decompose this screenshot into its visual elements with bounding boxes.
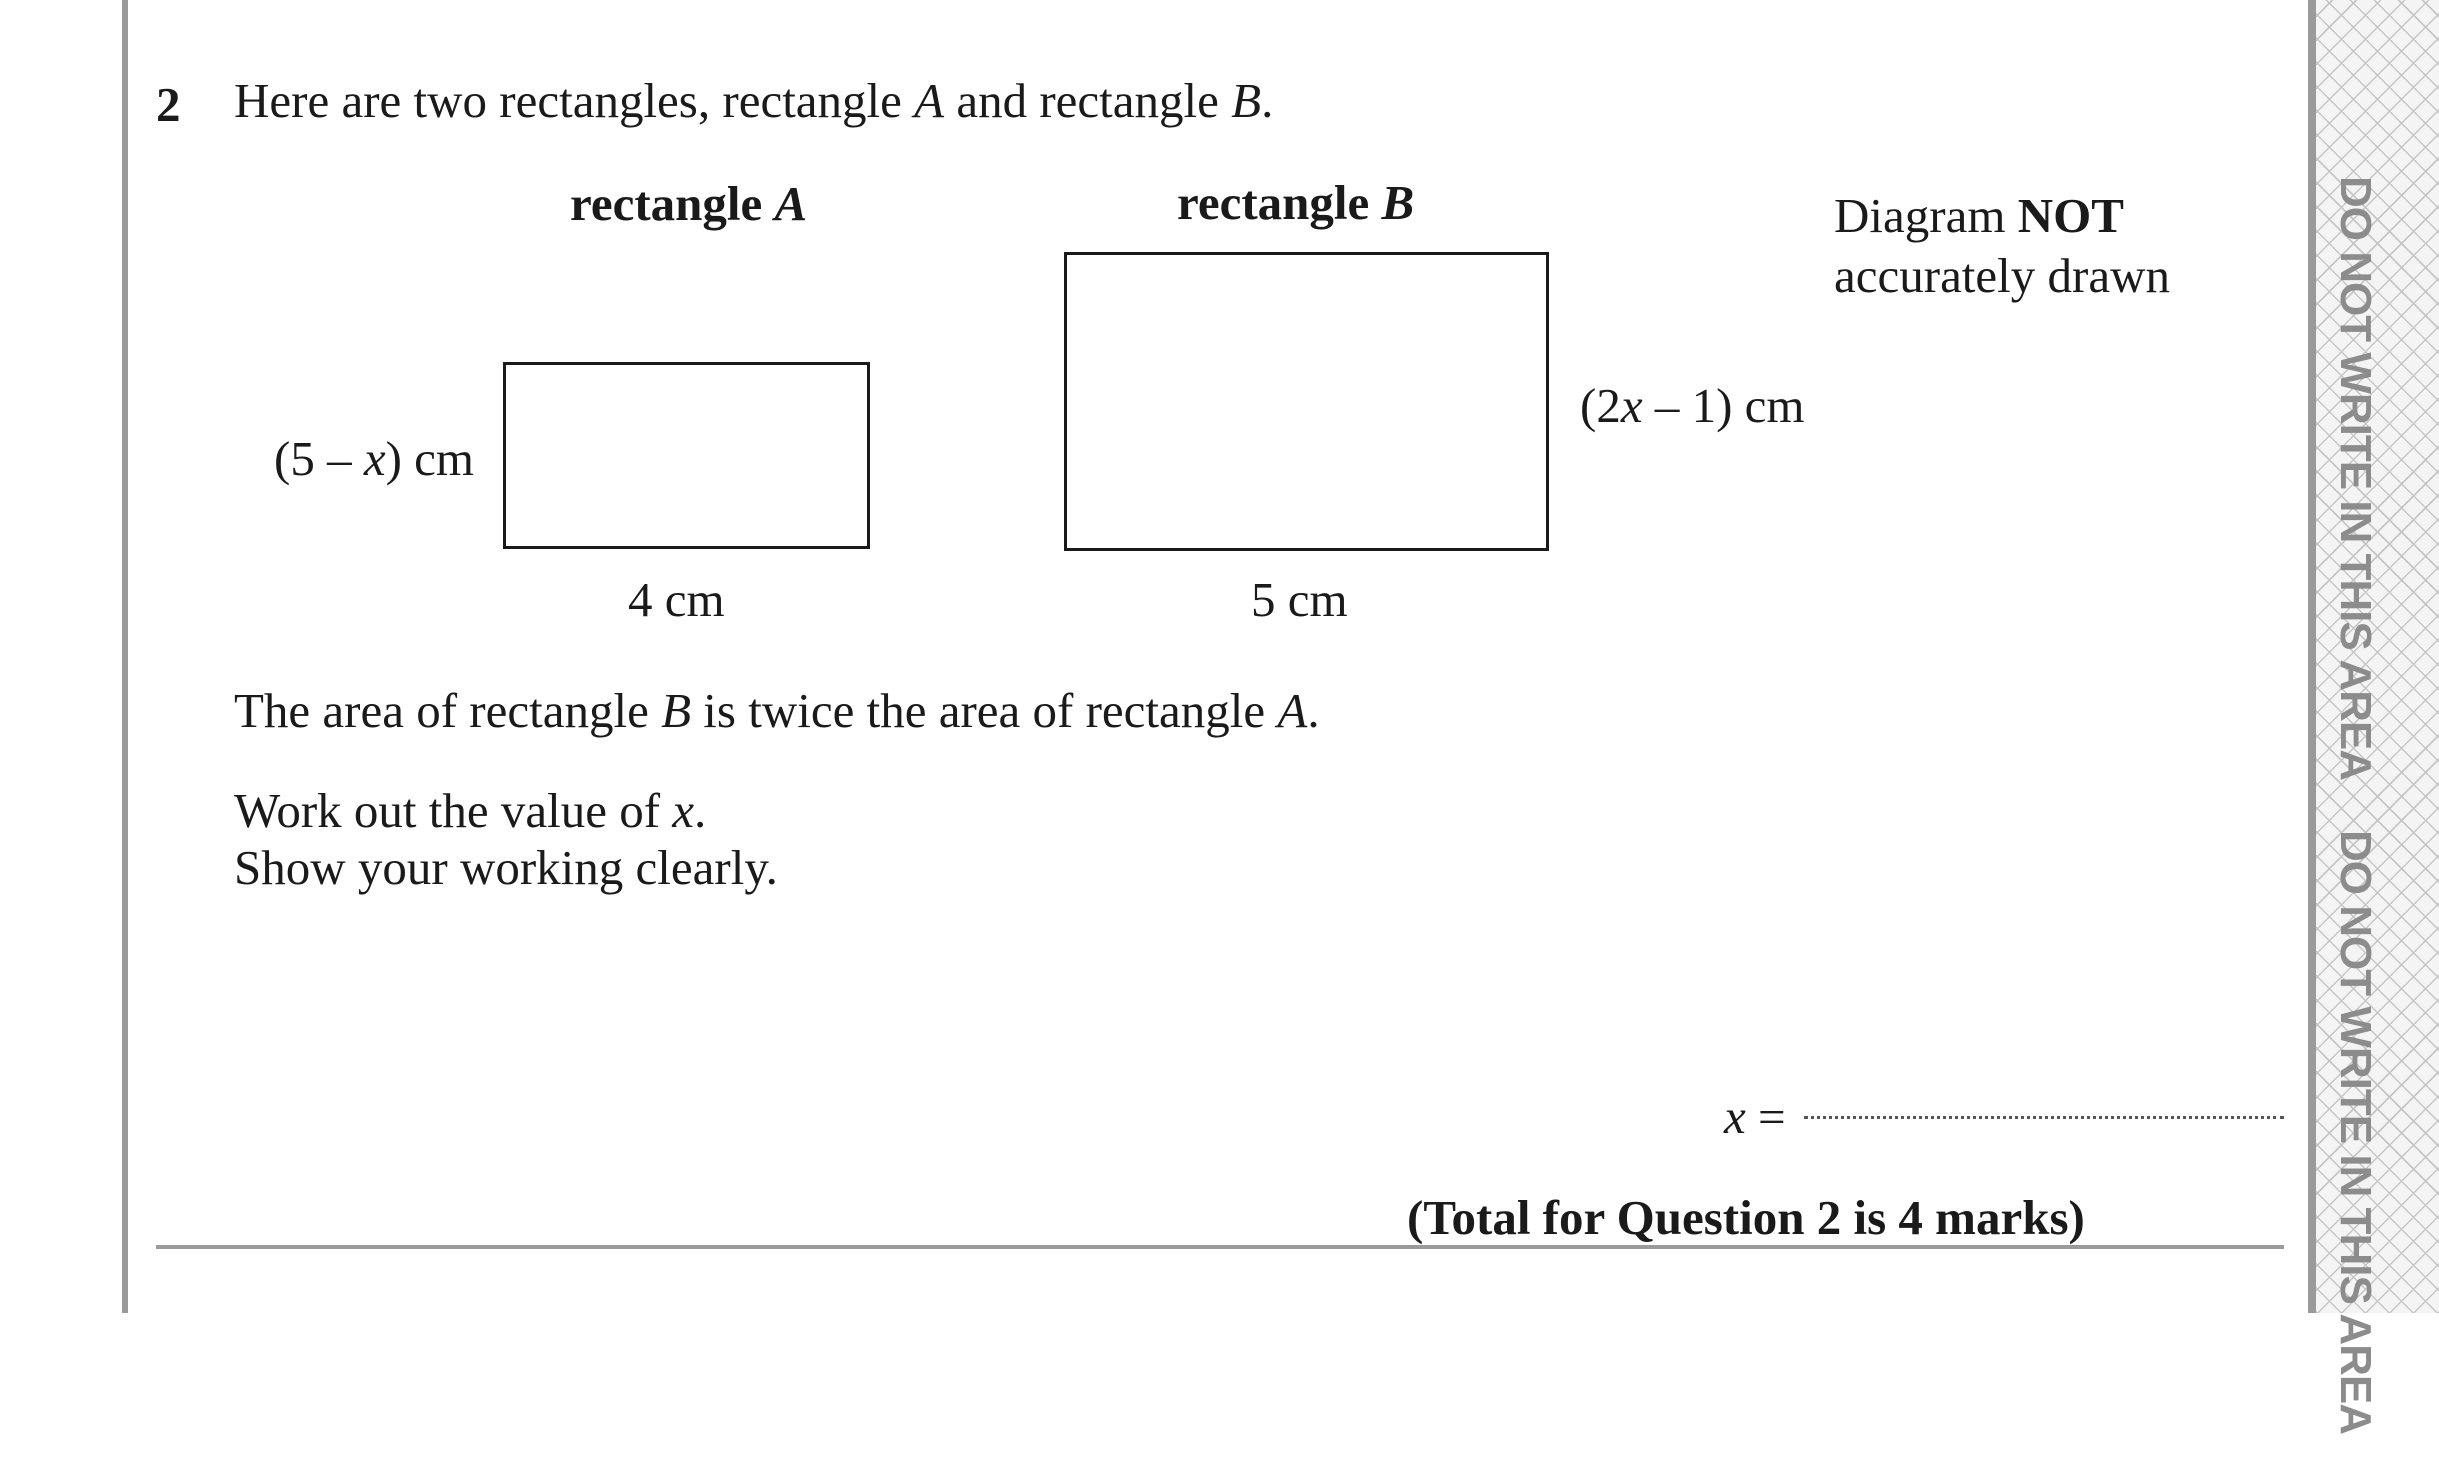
area-statement <box>234 683 1320 738</box>
intro-mid: and rectangle <box>944 73 1232 128</box>
rect-b-height-open: (2 <box>1580 378 1621 433</box>
intro-letter-a: A <box>914 73 945 128</box>
right-margin-rule <box>2308 0 2316 1313</box>
answer-label <box>1724 1089 1786 1144</box>
statement-letter-a: A <box>1277 683 1308 738</box>
rect-a-title-word: rectangle <box>570 176 763 231</box>
rect-a-title <box>570 175 807 232</box>
rectangle-b <box>1064 252 1549 551</box>
note-bold: NOT <box>2017 188 2124 243</box>
left-margin-rule <box>122 0 128 1313</box>
answer-equals: = <box>1745 1089 1786 1144</box>
total-marks: (Total for Question 2 is 4 marks) <box>1407 1190 2085 1245</box>
answer-line[interactable] <box>1804 1116 2284 1119</box>
rect-b-title-letter: B <box>1381 175 1415 230</box>
instruction-line-2: Show your working clearly. <box>234 840 778 895</box>
question-intro <box>234 73 1274 128</box>
instruction-var: x <box>672 783 695 838</box>
diagram-note <box>1834 186 2170 306</box>
rect-a-height-label <box>274 431 475 486</box>
instruction-line-1 <box>234 783 707 838</box>
statement-mid: is twice the area of rectangle <box>691 683 1278 738</box>
rect-a-height-open: (5 – <box>274 431 364 486</box>
statement-prefix: The area of rectangle <box>234 683 662 738</box>
instruction-end: . <box>694 783 707 838</box>
do-not-write-margin <box>2316 0 2439 1435</box>
statement-letter-b: B <box>661 683 692 738</box>
rect-a-width-label: 4 cm <box>628 572 725 627</box>
rect-b-title-word: rectangle <box>1177 175 1370 230</box>
margin-warning-1: DO NOT WRITE IN THIS AREA <box>2331 176 2380 781</box>
rect-a-height-close: ) cm <box>385 431 475 486</box>
rect-b-height-close: – 1) cm <box>1642 378 1805 433</box>
rect-b-title <box>1177 174 1414 231</box>
rect-a-title-letter: A <box>774 176 808 231</box>
bottom-rule <box>156 1245 2284 1249</box>
note-prefix: Diagram <box>1834 188 2018 243</box>
rectangle-a <box>503 362 870 549</box>
rect-a-height-var: x <box>363 431 386 486</box>
diagram-note-line1 <box>1834 186 2170 246</box>
instruction-prefix: Work out the value of <box>234 783 673 838</box>
diagram-note-line2: accurately drawn <box>1834 248 2170 303</box>
margin-warning-text <box>2331 176 2380 1484</box>
intro-letter-b: B <box>1231 73 1262 128</box>
margin-warning-2: DO NOT WRITE IN THIS AREA <box>2331 830 2380 1435</box>
rect-b-height-var: x <box>1620 378 1643 433</box>
rect-b-height-label <box>1580 378 1805 433</box>
question-number: 2 <box>156 77 181 132</box>
statement-end: . <box>1307 683 1320 738</box>
intro-end: . <box>1261 73 1274 128</box>
intro-prefix: Here are two rectangles, rectangle <box>234 73 915 128</box>
rect-b-width-label: 5 cm <box>1251 572 1348 627</box>
answer-var: x <box>1724 1089 1746 1144</box>
